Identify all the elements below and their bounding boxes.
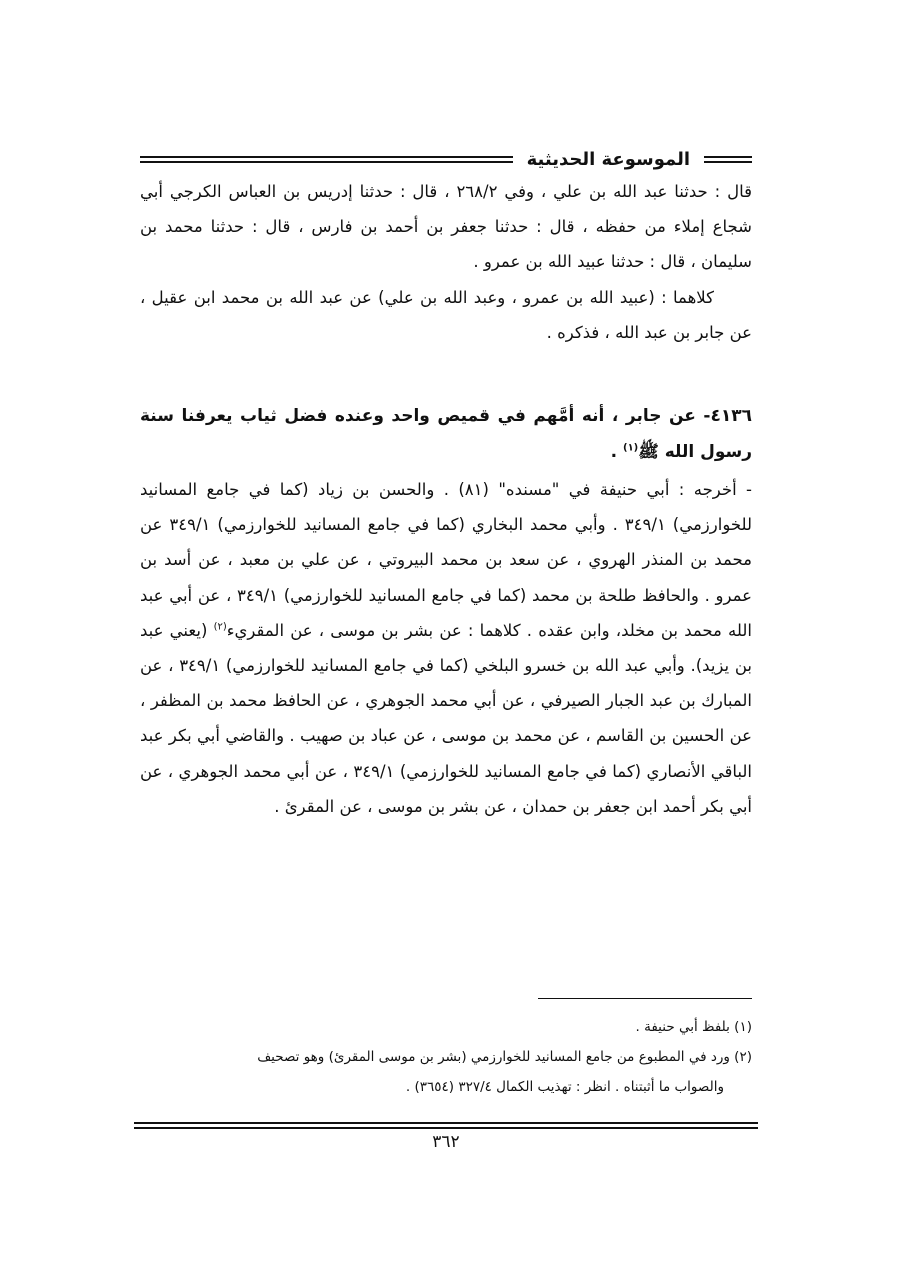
- main-text: [140, 174, 752, 824]
- takhrij-text-b: (يعني عبد بن يزيد). وأبي عبد الله بن خسرو البلخي (كما في جامع المسانيد للخوارزمي) ٣٤٩/١ ، عن المبارك بن عبد الجبار الصيرفي ، عن أبي محمد الجوهري ، عن الحافظ محمد بن المظفر ، عن الحسين بن القاسم ، عن محمد بن موسى ، عن عباد بن صهيب . والقاضي أبي بكر عبد الباقي الأنصاري (كما في جامع المسانيد للخوارزمي) ٣٤٩/١ ، عن أبي محمد الجوهري ، عن أبي بكر أحمد ابن جعفر بن حمدان ، عن بشر بن موسى ، عن المقرئ .: [140, 620, 752, 816]
- footnote-1: (١) بلفظ أبي حنيفة .: [635, 1019, 752, 1035]
- footnote-ref-1: (١): [622, 442, 639, 454]
- page-number: ٣٦٢: [432, 1132, 460, 1152]
- footnote-2-line-1: (٢) ورد في المطبوع من جامع المسانيد للخوارزمي (بشر بن موسى المقرئ) وهو تصحيف: [257, 1049, 752, 1065]
- paragraph-takhrij: [140, 472, 752, 824]
- paragraph-kilahuma: كلاهما : (عبيد الله بن عمرو ، وعبد الله بن علي) عن عبد الله بن محمد ابن عقيل ، عن جابر بن عبد الله ، فذكره .: [140, 287, 752, 342]
- hadith-heading-text: ٤١٣٦- عن جابر ، أنه أمَّهم في قميص واحد وعنده فضل ثياب يعرفنا سنة رسول الله ﷺ: [140, 406, 752, 463]
- hadith-heading-end: .: [610, 442, 623, 463]
- footnote-ref-2: (٢): [213, 621, 227, 633]
- footnotes: [140, 1012, 752, 1102]
- hadith-heading: [140, 398, 752, 470]
- footnote-separator: [538, 998, 752, 999]
- paragraph-isnad: قال : حدثنا عبد الله بن علي ، وفي ٢٦٨/٢ ، قال : حدثنا إدريس بن العباس الكرجي أبي شجاع إملاء من حفظه ، قال : حدثنا جعفر بن أحمد بن فارس ، قال : حدثنا محمد بن سليمان ، قال : حدثنا عبيد الله بن عمرو .: [140, 182, 752, 272]
- header-title: الموسوعة الحديثية: [526, 148, 690, 170]
- running-header: [140, 142, 752, 176]
- footnote-2-line-2: والصواب ما أثبتناه . انظر : تهذيب الكمال ٣٢٧/٤ (٣٦٥٤) .: [405, 1079, 724, 1095]
- book-page: [140, 130, 752, 1180]
- bottom-rule: [134, 1122, 758, 1129]
- header-rule-short: [704, 156, 752, 163]
- takhrij-text-a: - أخرجه : أبي حنيفة في "مسنده" (٨١) . والحسن بن زياد (كما في جامع المسانيد للخوارزمي) ٣٤٩/١ . وأبي محمد البخاري (كما في جامع المسانيد للخوارزمي) ٣٤٩/١ عن محمد بن المنذر الهروي ، عن سعد بن محمد البيروتي ، عن علي بن معبد ، عن أسد بن عمرو . والحافظ طلحة بن محمد (كما في جامع المسانيد للخوارزمي) ٣٤٩/١ ، عن أبي عبد الله محمد بن مخلد، وابن عقده . كلاهما : عن بشر بن موسى ، عن المقريء: [140, 480, 753, 640]
- header-rule-long: [140, 156, 513, 163]
